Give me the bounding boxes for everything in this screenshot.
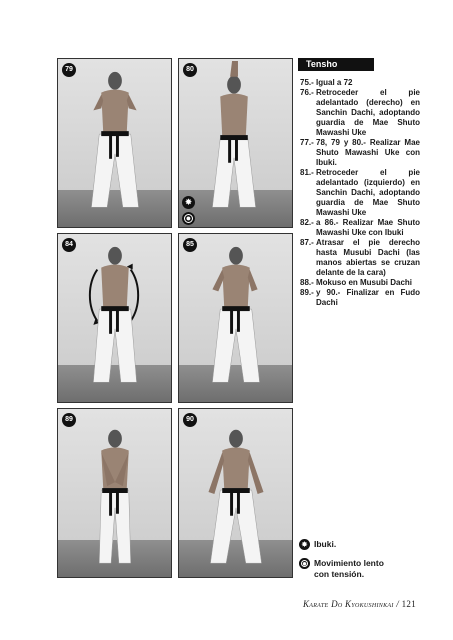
photo-80 — [178, 58, 293, 228]
photo-84 — [57, 233, 172, 403]
photo-number: 80 — [183, 63, 197, 77]
karateka-figure — [179, 234, 292, 402]
photo-number: 89 — [62, 413, 76, 427]
instruction-step: 75.- Igual a 72 — [300, 78, 353, 87]
photo-79 — [57, 58, 172, 228]
ibuki-symbol-icon: ✸ — [182, 196, 195, 209]
instruction-step: 77.- 78, 79 y 80.- Realizar Mae Shuto Mawashi Uke con Ibuki. — [300, 138, 420, 167]
slow-movement-symbol-icon: ● — [182, 212, 195, 225]
karateka-figure — [58, 234, 171, 402]
photo-number: 79 — [62, 63, 76, 77]
instruction-step: 88.- Mokuso en Musubi Dachi — [300, 278, 413, 287]
instruction-step: 76.- Retroceder el pie adelantado (derecho) en Sanchin Dachi, adoptando guardia de Mae Shuto Mawashi Uke — [300, 88, 420, 137]
legend-ibuki — [299, 539, 419, 550]
page-number: 121 — [401, 599, 416, 609]
photo-85 — [178, 233, 293, 403]
photo-number: 90 — [183, 413, 197, 427]
photo-89 — [57, 408, 172, 578]
instruction-step: 87.- Atrasar el pie derecho hasta Musubi Dachi (las manos abiertas se cruzan delante de la cara) — [300, 238, 420, 277]
legend-label: Ibuki. — [314, 539, 337, 549]
instruction-step: 89.- y 90.- Finalizar en Fudo Dachi — [300, 288, 420, 307]
instruction-step: 81.- Retroceder el pie adelantado (izquierdo) en Sanchin Dachi, adoptando guardia de Mae Shuto Mawashi Uke — [300, 168, 420, 217]
legend-label: Movimiento lento con tensión. — [314, 558, 384, 579]
page-footer — [303, 599, 416, 609]
book-title: Karate Do Kyokushinkai — [302, 599, 394, 609]
karateka-figure — [58, 59, 171, 227]
karateka-figure — [179, 409, 292, 577]
karateka-figure — [179, 59, 292, 227]
ibuki-symbol-icon: ✸ — [299, 539, 310, 550]
photo-90 — [178, 408, 293, 578]
instruction-list — [300, 78, 420, 308]
photo-number: 85 — [183, 238, 197, 252]
section-title: Tensho — [298, 58, 374, 71]
footer-separator: / — [396, 599, 400, 609]
karateka-figure — [58, 409, 171, 577]
slow-movement-symbol-icon: ● — [299, 558, 310, 569]
instruction-step: 82.- a 86.- Realizar Mae Shuto Mawashi Uke con Ibuki — [300, 218, 420, 237]
legend-slow-movement — [299, 558, 399, 580]
photo-number: 84 — [62, 238, 76, 252]
